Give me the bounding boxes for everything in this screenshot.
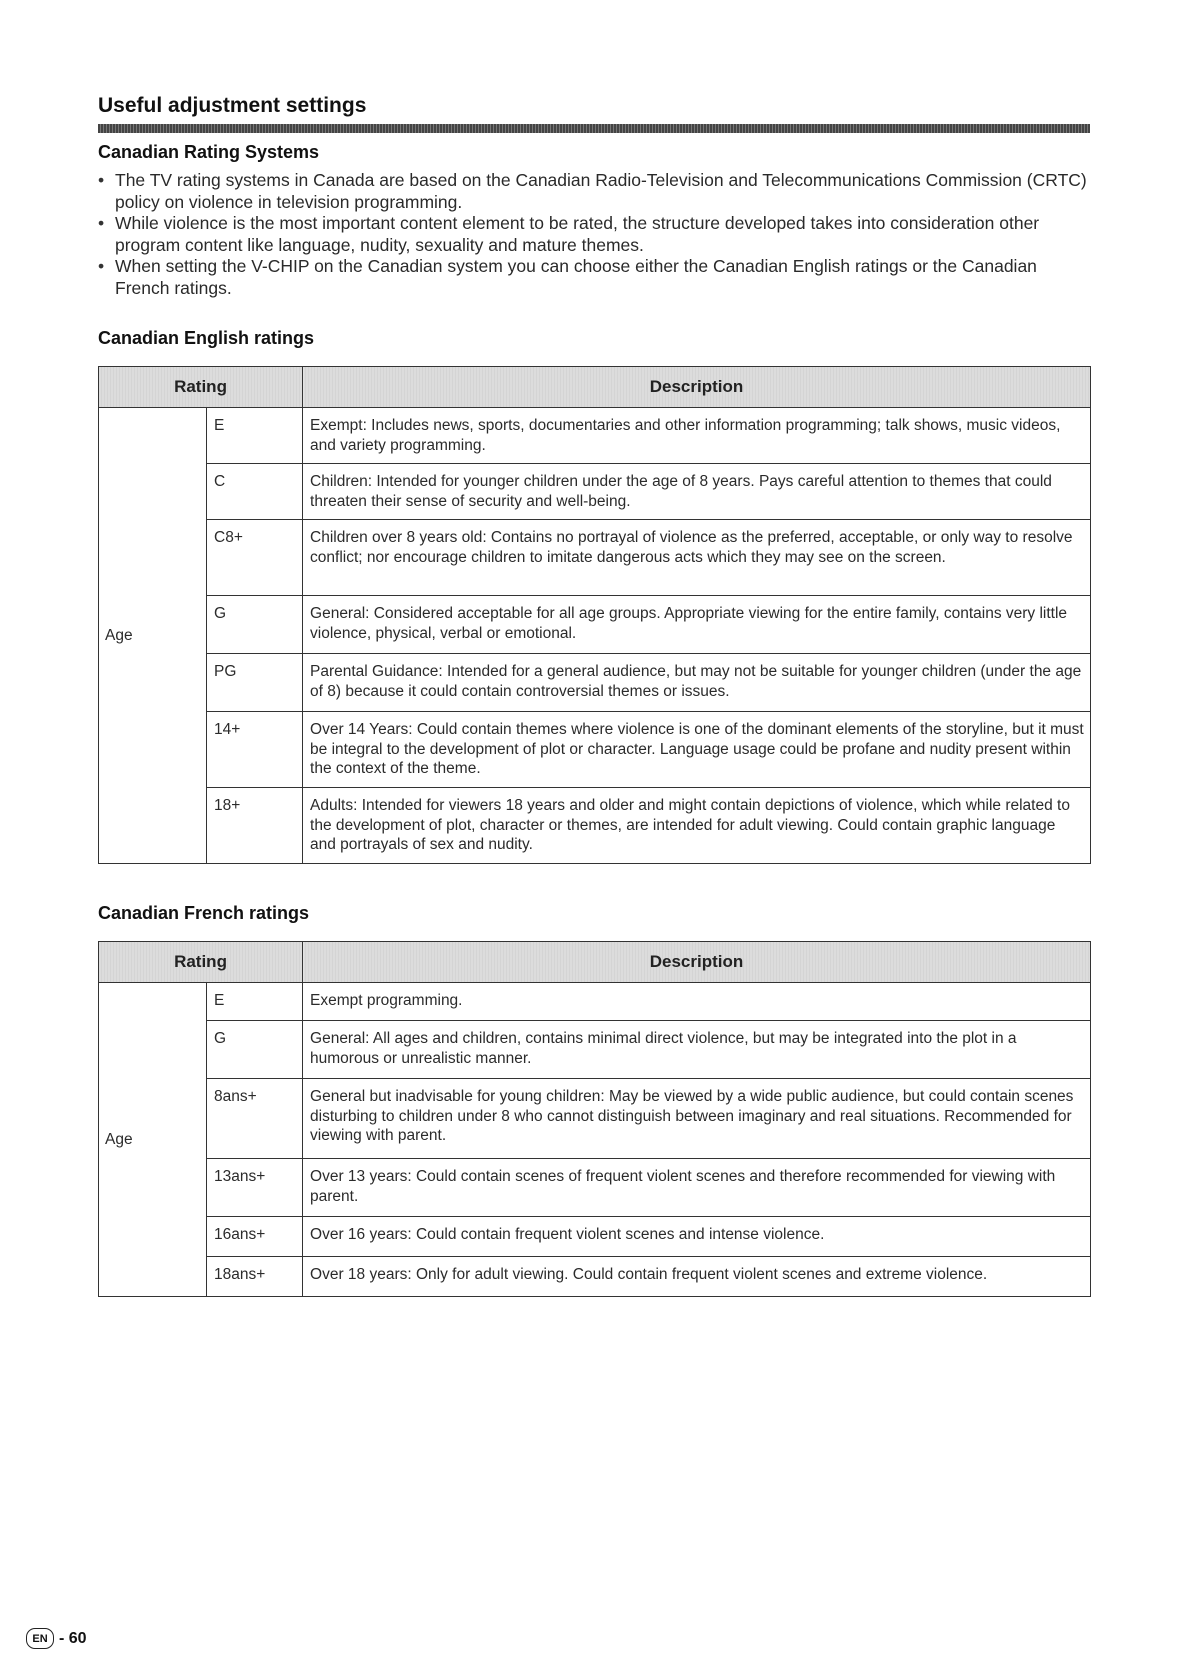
rating-code: 13ans+ — [207, 1159, 303, 1217]
rating-code: C8+ — [207, 520, 303, 596]
table-row — [99, 1257, 1091, 1297]
table-row — [99, 408, 1091, 464]
rating-code: PG — [207, 654, 303, 712]
bullet-item: • The TV rating systems in Canada are based on the Canadian Radio-Television and Telecommunications Commission (CRTC) policy on violence in television programming. — [98, 170, 1088, 213]
rating-code: 16ans+ — [207, 1217, 303, 1257]
rating-description: Children: Intended for younger children under the age of 8 years. Pays careful attention to themes that could threaten their sense of security and well-being. — [303, 464, 1091, 520]
page-footer — [26, 1628, 87, 1649]
rating-description: Exempt: Includes news, sports, documentaries and other information programming; talk shows, music videos, and variety programming. — [303, 408, 1091, 464]
english-ratings-table — [98, 366, 1091, 864]
column-header-rating: Rating — [99, 942, 303, 983]
section-title-rating-systems: Canadian Rating Systems — [98, 142, 320, 162]
page-number: - 60 — [59, 1629, 87, 1647]
rating-code: 18ans+ — [207, 1257, 303, 1297]
table-row — [99, 1079, 1091, 1159]
rating-description: General: All ages and children, contains minimal direct violence, but may be integrated into the plot in a humorous or unrealistic manner. — [303, 1021, 1091, 1079]
rating-description: Exempt programming. — [303, 983, 1091, 1021]
table-header-row — [99, 942, 1091, 983]
rating-code: G — [207, 1021, 303, 1079]
rating-code: E — [207, 983, 303, 1021]
rating-description: Over 16 years: Could contain frequent violent scenes and intense violence. — [303, 1217, 1091, 1257]
age-group-cell: Age — [99, 983, 207, 1297]
rating-description: Over 18 years: Only for adult viewing. Could contain frequent violent scenes and extreme violence. — [303, 1257, 1091, 1297]
rating-description: General but inadvisable for young children: May be viewed by a wide public audience, but could contain scenes disturbing to children under 8 who cannot distinguish between imaginary and real situations. Recommended for viewing with parent. — [303, 1079, 1091, 1159]
table-row — [99, 596, 1091, 654]
title-rule — [98, 124, 1090, 133]
rating-description: Over 14 Years: Could contain themes where violence is one of the dominant elements of the storyline, but it must be integral to the development of plot or character. Language usage could be profane and nudity present within the context of the theme. — [303, 712, 1091, 788]
french-ratings-table — [98, 941, 1091, 1297]
bullet-item: • While violence is the most important content element to be rated, the structure developed takes into consideration other program content like language, nudity, sexuality and mature themes. — [98, 213, 1088, 256]
rating-code: 14+ — [207, 712, 303, 788]
table-row — [99, 464, 1091, 520]
table-header-row — [99, 367, 1091, 408]
table-row — [99, 520, 1091, 596]
intro-bullet-list — [98, 170, 1088, 299]
rating-code: C — [207, 464, 303, 520]
rating-code: 8ans+ — [207, 1079, 303, 1159]
rating-code: E — [207, 408, 303, 464]
rating-description: Parental Guidance: Intended for a general audience, but may not be suitable for younger children (under the age of 8) because it could contain controversial themes or issues. — [303, 654, 1091, 712]
age-group-cell: Age — [99, 408, 207, 864]
bullet-item: • When setting the V-CHIP on the Canadian system you can choose either the Canadian English ratings or the Canadian French ratings. — [98, 256, 1088, 299]
rating-description: Adults: Intended for viewers 18 years and older and might contain depictions of violence, which while related to the development of plot, character or themes, are intended for adult viewing. Could contain graphic language and portrayals of sex and nudity. — [303, 788, 1091, 864]
table-row — [99, 1217, 1091, 1257]
table-row — [99, 1159, 1091, 1217]
table-row — [99, 1021, 1091, 1079]
rating-description: Over 13 years: Could contain scenes of frequent violent scenes and therefore recommended for viewing with parent. — [303, 1159, 1091, 1217]
column-header-rating: Rating — [99, 367, 303, 408]
column-header-description: Description — [303, 942, 1091, 983]
section-title-french-ratings: Canadian French ratings — [98, 903, 310, 923]
page-title: Useful adjustment settings — [98, 94, 367, 117]
rating-description: Children over 8 years old: Contains no portrayal of violence as the preferred, acceptable, or only way to resolve conflict; nor encourage children to imitate dangerous acts which they may see on the screen. — [303, 520, 1091, 596]
rating-code: 18+ — [207, 788, 303, 864]
table-row — [99, 654, 1091, 712]
rating-code: G — [207, 596, 303, 654]
column-header-description: Description — [303, 367, 1091, 408]
language-badge-icon: EN — [26, 1628, 54, 1649]
table-row — [99, 983, 1091, 1021]
rating-description: General: Considered acceptable for all age groups. Appropriate viewing for the entire family, contains very little violence, physical, verbal or emotional. — [303, 596, 1091, 654]
table-row — [99, 788, 1091, 864]
section-title-english-ratings: Canadian English ratings — [98, 328, 315, 348]
table-row — [99, 712, 1091, 788]
